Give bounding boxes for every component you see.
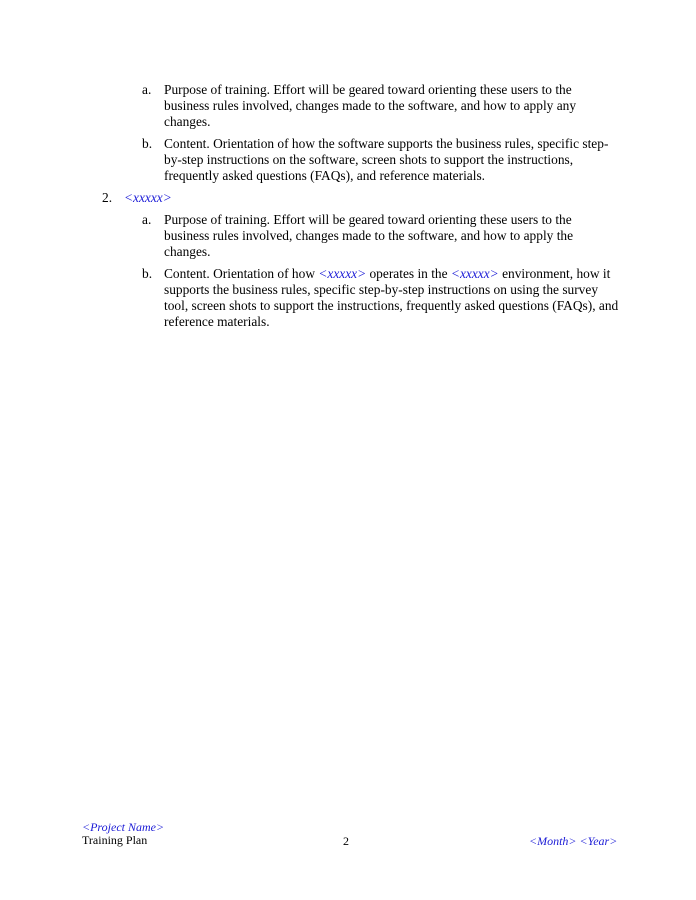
list-item-text	[164, 266, 619, 330]
placeholder-text: <xxxxx>	[450, 266, 499, 281]
list-letter: a.	[142, 212, 152, 227]
footer-date	[529, 834, 617, 849]
list-item-text: Purpose of training. Effort will be geared toward orienting these users to the business rules involved, changes made to the software, and how to apply the changes.	[164, 212, 574, 259]
project-name-placeholder: <Project Name>	[82, 820, 165, 834]
text-segment: operates in the	[366, 266, 451, 281]
page-number: 2	[343, 834, 349, 848]
month-placeholder: <Month>	[529, 834, 577, 848]
list-item-text: Purpose of training. Effort will be geared toward orienting these users to the business rules involved, changes made to the software, and how to apply any changes.	[164, 82, 577, 129]
placeholder-text: <xxxxx>	[318, 266, 367, 281]
footer-left	[82, 821, 164, 847]
list-letter: b.	[142, 136, 153, 151]
document-title: Training Plan	[82, 833, 148, 847]
text-segment: Content. Orientation of how	[164, 266, 319, 281]
list-item-text: Content. Orientation of how the software supports the business rules, specific step-by-step instructions on the software, screen shots to support the instructions, frequently asked questions (FAQs), and reference materials.	[164, 136, 609, 183]
list-letter: a.	[142, 82, 152, 97]
section-number: 2.	[102, 190, 113, 205]
section-title-placeholder: <xxxxx>	[124, 190, 172, 205]
text-segment: environment, how it supports the business rules, specific step-by-step instructions on using the survey tool, screen shots to support the instructions, frequently asked questions (FAQs), and reference materials.	[164, 266, 619, 329]
list-letter: b.	[142, 266, 153, 281]
year-placeholder: <Year>	[579, 834, 618, 848]
